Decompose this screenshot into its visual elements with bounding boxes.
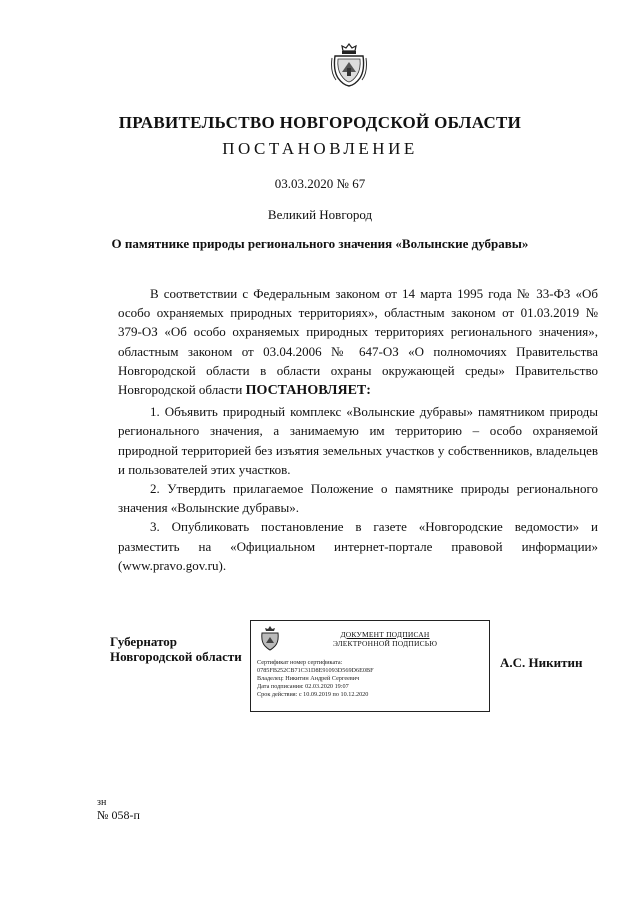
item-2: 2. Утвердить прилагаемое Положение о памятнике природы регионального значения «Волынские дубравы». <box>118 481 598 516</box>
date-and-number: 03.03.2020 № 67 <box>274 176 366 191</box>
stamp-details <box>257 659 374 699</box>
decree-word: ПОСТАНОВЛЯЕТ: <box>245 383 371 399</box>
cert-number: 0785FB252CB71C31D8E91093D569D6E0BF <box>257 667 374 674</box>
footer-number: № 058-п <box>97 808 140 822</box>
city: Великий Новгород <box>267 207 373 222</box>
electronic-signature-stamp <box>250 620 490 712</box>
stamp-heading-line-1: ДОКУМЕНТ ПОДПИСАН <box>340 630 430 639</box>
footer-initials: зн <box>97 797 107 808</box>
document-body <box>118 284 598 575</box>
stamp-emblem-icon <box>259 625 281 651</box>
item-1: 1. Объявить природный комплекс «Волынские дубравы» памятником природы регионального значения, а занимаемую им территорию – особо охраняемой природной территорией без изъятия земельных участков у собственников, владельцев и пользователей этих участков. <box>118 404 598 477</box>
signer-name: А.С. Никитин <box>500 655 583 670</box>
signed-date: Дата подписания: 02.03.2020 19:07 <box>257 683 349 690</box>
organization-name: ПРАВИТЕЛЬСТВО НОВГОРОДСКОЙ ОБЛАСТИ <box>118 113 522 132</box>
preamble-text: В соответствии с Федеральным законом от 14 марта 1995 года № 33-ФЗ «Об особо охраняемых природных территориях», областным законом от 01.03.2019 № 379-ОЗ «Об особо охраняемых природных территориях регионального значения», областным законом от 03.04.2006 № 647-ОЗ «О полномочиях Правительства Новгородской области в области охраны окружающей среды» Правительство Новгородской области <box>118 286 598 398</box>
cert-validity: Срок действия: с 10.09.2019 по 10.12.2020 <box>257 691 369 698</box>
cert-owner: Владелец: Никитин Андрей Сергеевич <box>257 675 360 682</box>
position-line-1: Губернатор <box>110 634 178 649</box>
signatory-position <box>110 634 242 664</box>
cert-label: Сертификат номер сертификата: <box>257 659 343 666</box>
footer-mark <box>97 796 140 822</box>
stamp-heading <box>287 630 483 648</box>
item-3: 3. Опубликовать постановление в газете «Новгородские ведомости» и разместить на «Официальном интернет-портале правовой информации» (www.pravo.gov.ru). <box>118 519 598 573</box>
coat-of-arms-icon <box>330 42 368 88</box>
preamble-paragraph <box>118 284 598 400</box>
stamp-heading-line-2: ЭЛЕКТРОННОЙ ПОДПИСЬЮ <box>332 639 438 648</box>
position-line-2: Новгородской области <box>110 649 242 664</box>
document-title: О памятнике природы регионального значения «Волынские дубравы» <box>111 236 529 251</box>
document-type: ПОСТАНОВЛЕНИЕ <box>222 139 418 158</box>
